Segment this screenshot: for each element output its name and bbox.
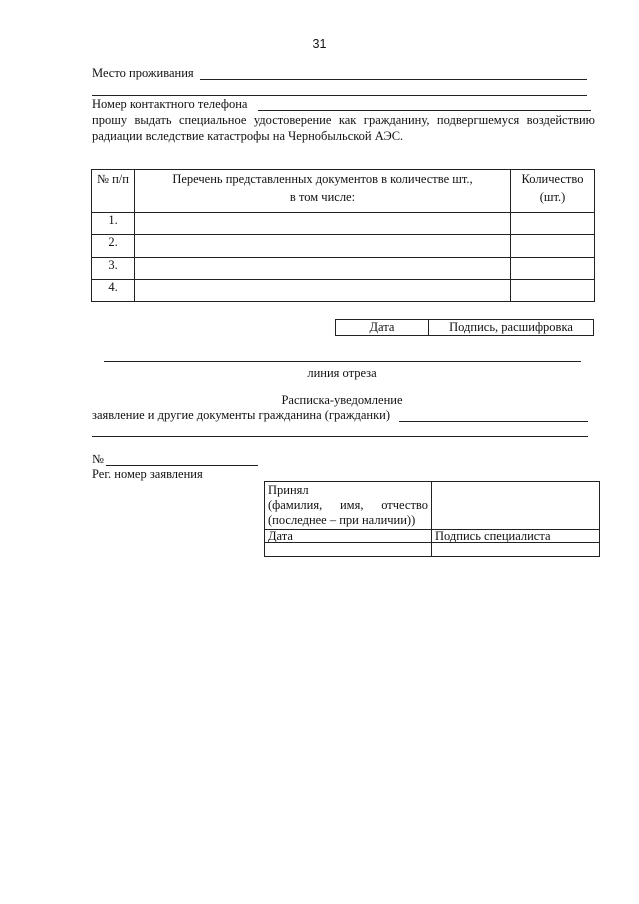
documents-table [91, 169, 595, 302]
quantity-cell[interactable] [511, 280, 595, 302]
table-row [92, 235, 595, 258]
row-number: 1. [92, 213, 135, 235]
document-name-cell[interactable] [135, 235, 511, 258]
header-document-list: Перечень представленных документов в количестве шт., в том числе: [135, 170, 511, 213]
header-quantity: Количество (шт.) [511, 170, 595, 213]
table-header-row [92, 170, 595, 213]
residence-label: Место проживания [92, 66, 194, 80]
document-name-cell[interactable] [135, 280, 511, 302]
table-row [92, 213, 595, 235]
signature-box [335, 319, 594, 336]
quantity-cell[interactable] [511, 258, 595, 280]
row-number: 3. [92, 258, 135, 280]
request-text-line1: прошу выдать специальное удостоверение как гражданину, подвергшемуся воздействию [92, 113, 595, 127]
receipt-number-line[interactable] [106, 465, 258, 466]
date-cell[interactable]: Дата [336, 320, 429, 336]
quantity-cell[interactable] [511, 213, 595, 235]
receipt-citizen-line[interactable] [399, 421, 588, 422]
signature-cell[interactable]: Подпись, расшифровка [429, 320, 594, 336]
phone-field-line[interactable] [258, 110, 591, 111]
accepted-by-value-cell[interactable] [432, 482, 600, 530]
specialist-sign-value-cell[interactable] [432, 543, 600, 557]
phone-label: Номер контактного телефона [92, 97, 248, 111]
document-name-cell[interactable] [135, 258, 511, 280]
fio-label-line1: (фамилия, имя, отчество [268, 498, 428, 512]
date-value-cell[interactable] [265, 543, 432, 557]
page-number: 31 [312, 37, 327, 51]
receipt-text: заявление и другие документы гражданина (гражданки) [92, 408, 390, 422]
accepted-label: Принял [268, 483, 309, 497]
receipt-number-label: № [92, 452, 104, 466]
receipt-title: Расписка-уведомление [281, 393, 403, 407]
residence-field-line-2[interactable] [92, 95, 587, 96]
accepted-by-label-cell [265, 482, 432, 530]
row-number: 2. [92, 235, 135, 258]
row-number: 4. [92, 280, 135, 302]
cut-line-label: линия отреза [307, 366, 377, 380]
quantity-cell[interactable] [511, 235, 595, 258]
table-row [92, 258, 595, 280]
request-text-line2: радиации вследствие катастрофы на Чернобыльской АЭС. [92, 129, 404, 143]
header-num: № п/п [92, 170, 135, 213]
table-row [92, 280, 595, 302]
residence-field-line[interactable] [200, 79, 587, 80]
reg-number-label: Рег. номер заявления [92, 467, 203, 481]
fio-label-line2: (последнее – при наличии)) [268, 513, 416, 527]
cut-line [104, 361, 581, 362]
receipt-citizen-line-2[interactable] [92, 436, 588, 437]
accepted-by-table [264, 481, 600, 557]
date-label-cell: Дата [265, 530, 432, 543]
document-name-cell[interactable] [135, 213, 511, 235]
specialist-sign-label-cell: Подпись специалиста [432, 530, 600, 543]
